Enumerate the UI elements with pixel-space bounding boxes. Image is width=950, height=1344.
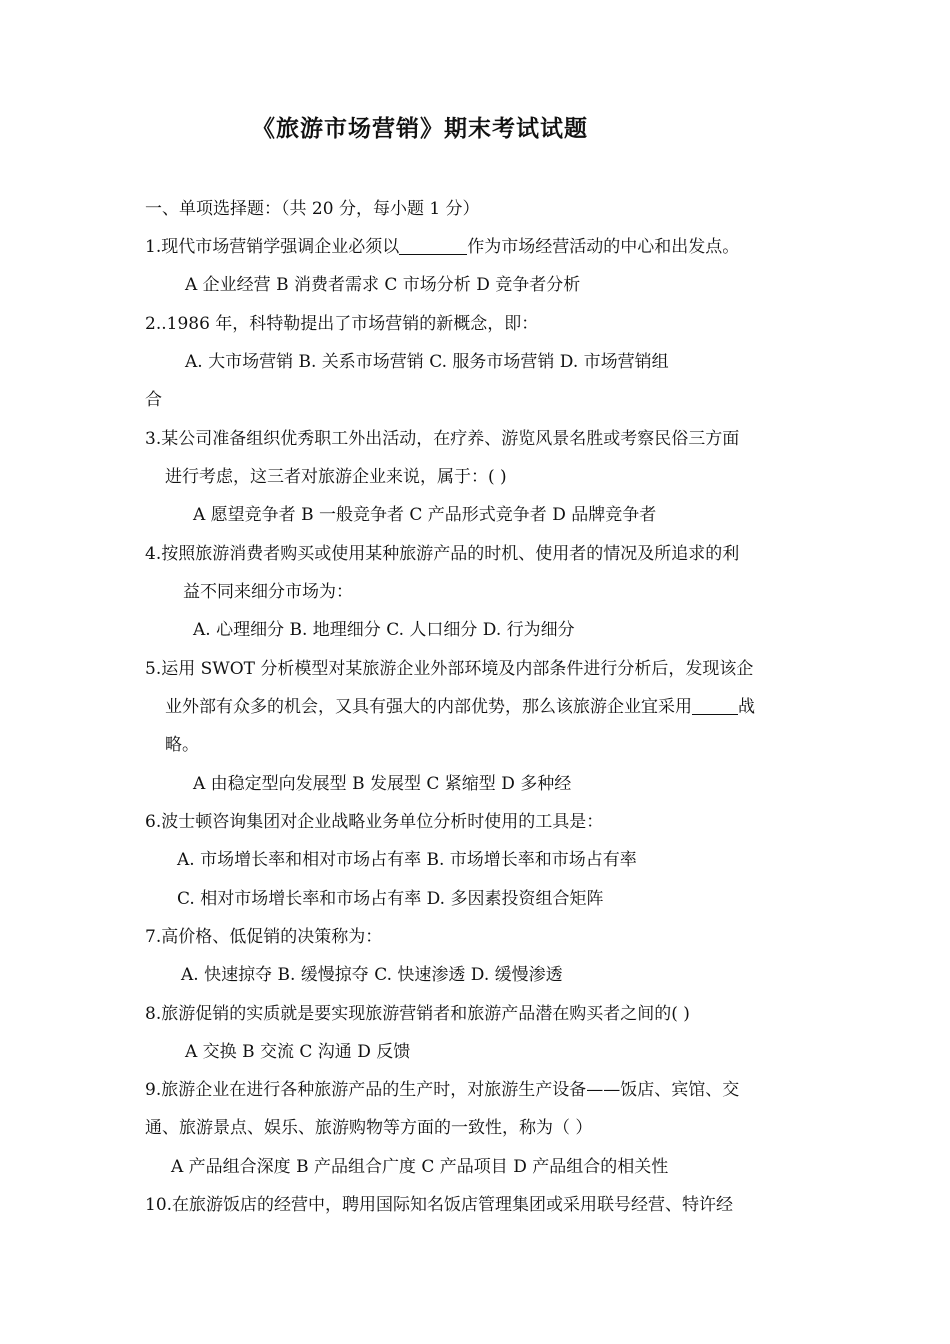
question-3-line-2: 进行考虑，这三者对旅游企业来说，属于：( ): [165, 467, 507, 487]
question-7: 7.高价格、低促销的决策称为：: [145, 927, 383, 947]
question-9-options: A 产品组合深度 B 产品组合广度 C 产品项目 D 产品组合的相关性: [171, 1157, 669, 1177]
section-heading: 一、单项选择题：（共 20 分，每小题 1 分）: [145, 199, 480, 219]
question-5-line-2-pre: 业外部有众多的机会，又具有强大的内部优势，那么该旅游企业宜采用: [165, 697, 692, 717]
question-5-options: A 由稳定型向发展型 B 发展型 C 紧缩型 D 多种经: [193, 774, 572, 794]
question-5-line-2: [165, 695, 755, 719]
question-8: 8.旅游促销的实质就是要实现旅游营销者和旅游产品潜在购买者之间的( ): [145, 1004, 690, 1024]
question-8-options: A 交换 B 交流 C 沟通 D 反馈: [185, 1042, 411, 1062]
question-5-line-2-post: 战: [738, 697, 755, 717]
question-5-line-1: 5.运用 SWOT 分析模型对某旅游企业外部环境及内部条件进行分析后，发现该企: [145, 659, 754, 679]
question-10-line-1: 10.在旅游饭店的经营中，聘用国际知名饭店管理集团或采用联号经营、特许经: [145, 1195, 734, 1215]
question-1-stem-post: 作为市场经营活动的中心和出发点。: [467, 237, 740, 257]
question-3-line-1: 3.某公司准备组织优秀职工外出活动，在疗养、游览风景名胜或考察民俗三方面: [145, 429, 740, 449]
question-4-options: A. 心理细分 B. 地理细分 C. 人口细分 D. 行为细分: [193, 620, 575, 640]
question-2-options: A. 大市场营销 B. 关系市场营销 C. 服务市场营销 D. 市场营销组: [185, 352, 669, 372]
answer-blank: [399, 236, 467, 255]
page-title: 《旅游市场营销》期末考试试题: [252, 116, 588, 142]
question-1-stem-pre: 1.现代市场营销学强调企业必须以: [145, 237, 400, 257]
question-9-line-2: 通、旅游景点、娱乐、旅游购物等方面的一致性，称为（ ）: [145, 1118, 593, 1138]
question-1: [145, 235, 739, 259]
question-4-line-2: 益不同来细分市场为：: [183, 582, 353, 602]
answer-blank: [692, 696, 738, 715]
question-3-options: A 愿望竞争者 B 一般竞争者 C 产品形式竞争者 D 品牌竞争者: [193, 505, 657, 525]
question-5-line-3: 略。: [165, 735, 199, 755]
question-9-line-1: 9.旅游企业在进行各种旅游产品的生产时，对旅游生产设备——饭店、宾馆、交: [145, 1080, 740, 1100]
question-6-options-ab: A. 市场增长率和相对市场占有率 B. 市场增长率和市场占有率: [177, 850, 637, 870]
question-6: 6.波士顿咨询集团对企业战略业务单位分析时使用的工具是：: [145, 812, 604, 832]
question-6-options-cd: C. 相对市场增长率和市场占有率 D. 多因素投资组合矩阵: [177, 889, 604, 909]
question-7-options: A. 快速掠夺 B. 缓慢掠夺 C. 快速渗透 D. 缓慢渗透: [181, 965, 563, 985]
question-1-options: A 企业经营 B 消费者需求 C 市场分析 D 竞争者分析: [185, 275, 581, 295]
question-2-options-cont: 合: [145, 390, 162, 410]
question-2: 2..1986 年，科特勒提出了市场营销的新概念，即：: [145, 314, 539, 334]
question-4-line-1: 4.按照旅游消费者购买或使用某种旅游产品的时机、使用者的情况及所追求的利: [145, 544, 740, 564]
